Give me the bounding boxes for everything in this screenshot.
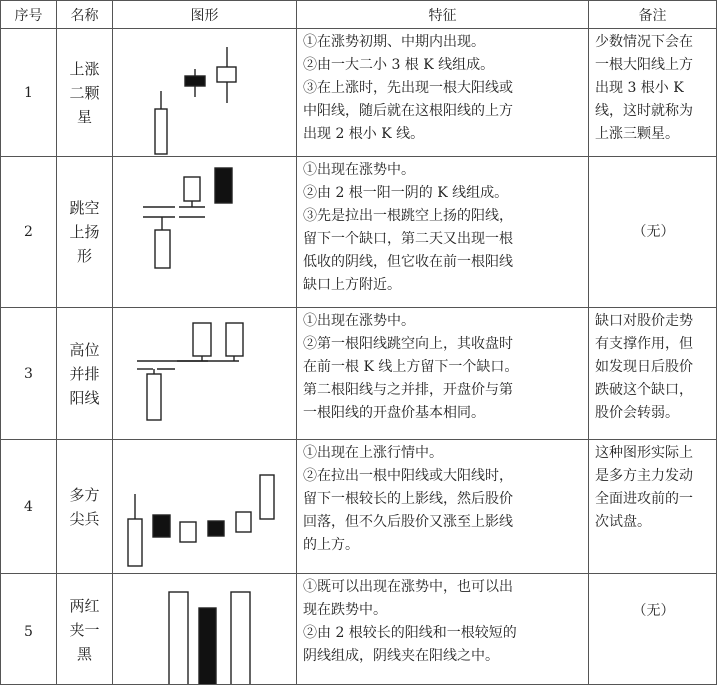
note-line: 一根大阳线上方 [595, 57, 693, 73]
table-row [1, 157, 717, 308]
table-row [1, 440, 717, 574]
feature-line: 在前一根 K 线上方留下一个缺口。 [303, 359, 519, 375]
feature-line: ③在上涨时，先出现一根大阳线或 [303, 80, 513, 96]
feature-line: 一根阳线的开盘价基本相同。 [303, 405, 485, 421]
pattern-name: 多方尖兵 [69, 485, 100, 528]
feature-line: ①出现在涨势中。 [303, 313, 415, 329]
feature-line: ①出现在涨势中。 [303, 162, 415, 178]
header-idx: 序号 [1, 1, 57, 29]
header-figure: 图形 [113, 1, 297, 29]
note-line: 跌破这个缺口， [595, 382, 693, 398]
feature-line: 阴线组成，阴线夹在阳线之中。 [303, 648, 499, 664]
feature-line: 留下一根较长的上影线，然后股价 [303, 491, 513, 507]
note-line: 全面进攻前的一 [595, 491, 693, 507]
note-line: 如发现日后股价 [595, 359, 693, 375]
note-line: 是多方主力发动 [595, 468, 693, 484]
row-index: 2 [1, 157, 57, 308]
feature-line: 中阳线，随后就在这根阳线的上方 [303, 103, 513, 119]
table-row [1, 308, 717, 440]
feature-line: ①出现在上涨行情中。 [303, 445, 443, 461]
note-cell [589, 574, 717, 685]
note-line: 股价会转弱。 [595, 405, 679, 421]
note-line: 线，这时就称为 [595, 103, 693, 119]
feature-line: 的上方。 [303, 537, 359, 553]
feature-line: ③先是拉出一根跳空上扬的阳线， [303, 208, 513, 224]
row-index: 4 [1, 440, 57, 574]
table-row [1, 29, 717, 157]
header-row [1, 1, 717, 29]
feature-line: ②由 2 根一阳一阴的 K 线组成。 [303, 185, 509, 201]
header-name: 名称 [57, 1, 113, 29]
note-line: 缺口对股价走势 [595, 313, 693, 329]
note-line: 少数情况下会在 [595, 34, 693, 50]
feature-line: 低收的阴线，但它收在前一根阳线 [303, 254, 513, 270]
side-by-side-white-lines-icon [113, 308, 297, 439]
feature-line: 第二根阳线与之并排，开盘价与第 [303, 382, 513, 398]
two-red-one-black-icon [113, 574, 297, 684]
feature-line: ②在拉出一根中阳线或大阳线时， [303, 468, 513, 484]
row-index: 5 [1, 574, 57, 685]
feature-line: 出现 2 根小 K 线。 [303, 126, 425, 142]
note-cell [589, 308, 717, 440]
feature-cell [297, 440, 589, 574]
gap-up-candlestick-icon [113, 157, 297, 307]
bull-vanguard-candlestick-icon [113, 440, 297, 573]
header-note: 备注 [589, 1, 717, 29]
pattern-name: 高位并排阳线 [69, 340, 100, 407]
note-line: （无） [632, 223, 675, 240]
feature-line: ②第一根阳线跳空向上，其收盘时 [303, 336, 513, 352]
feature-line: 缺口上方附近。 [303, 277, 401, 293]
feature-line: 现在跌势中。 [303, 602, 387, 618]
feature-cell [297, 574, 589, 685]
note-line: 上涨三颗星。 [595, 126, 679, 142]
note-line: （无） [632, 603, 675, 619]
feature-cell [297, 157, 589, 308]
note-cell [589, 29, 717, 157]
pattern-name: 上涨二颗星 [69, 59, 100, 126]
header-feature: 特征 [297, 1, 589, 29]
table-row [1, 574, 717, 685]
feature-line: ②由一大二小 3 根 K 线组成。 [303, 57, 495, 73]
pattern-name: 两红夹一黑 [69, 597, 100, 663]
note-line: 出现 3 根小 K [595, 80, 684, 96]
note-cell [589, 440, 717, 574]
feature-line: 回落，但不久后股价又涨至上影线 [303, 514, 513, 530]
note-line: 有支撑作用，但 [595, 336, 693, 352]
row-index: 1 [1, 29, 57, 157]
row-index: 3 [1, 308, 57, 440]
two-stars-candlestick-icon [113, 29, 297, 156]
note-line: 这种图形实际上 [595, 445, 693, 461]
feature-cell [297, 29, 589, 157]
feature-cell [297, 308, 589, 440]
feature-line: ②由 2 根较长的阳线和一根较短的 [303, 625, 517, 641]
feature-line: ①既可以出现在涨势中，也可以出 [303, 579, 513, 595]
note-line: 次试盘。 [595, 514, 651, 530]
feature-line: ①在涨势初期、中期内出现。 [303, 34, 485, 50]
note-cell [589, 157, 717, 308]
feature-line: 留下一个缺口，第二天又出现一根 [303, 231, 513, 247]
pattern-name: 跳空上扬形 [69, 199, 100, 265]
